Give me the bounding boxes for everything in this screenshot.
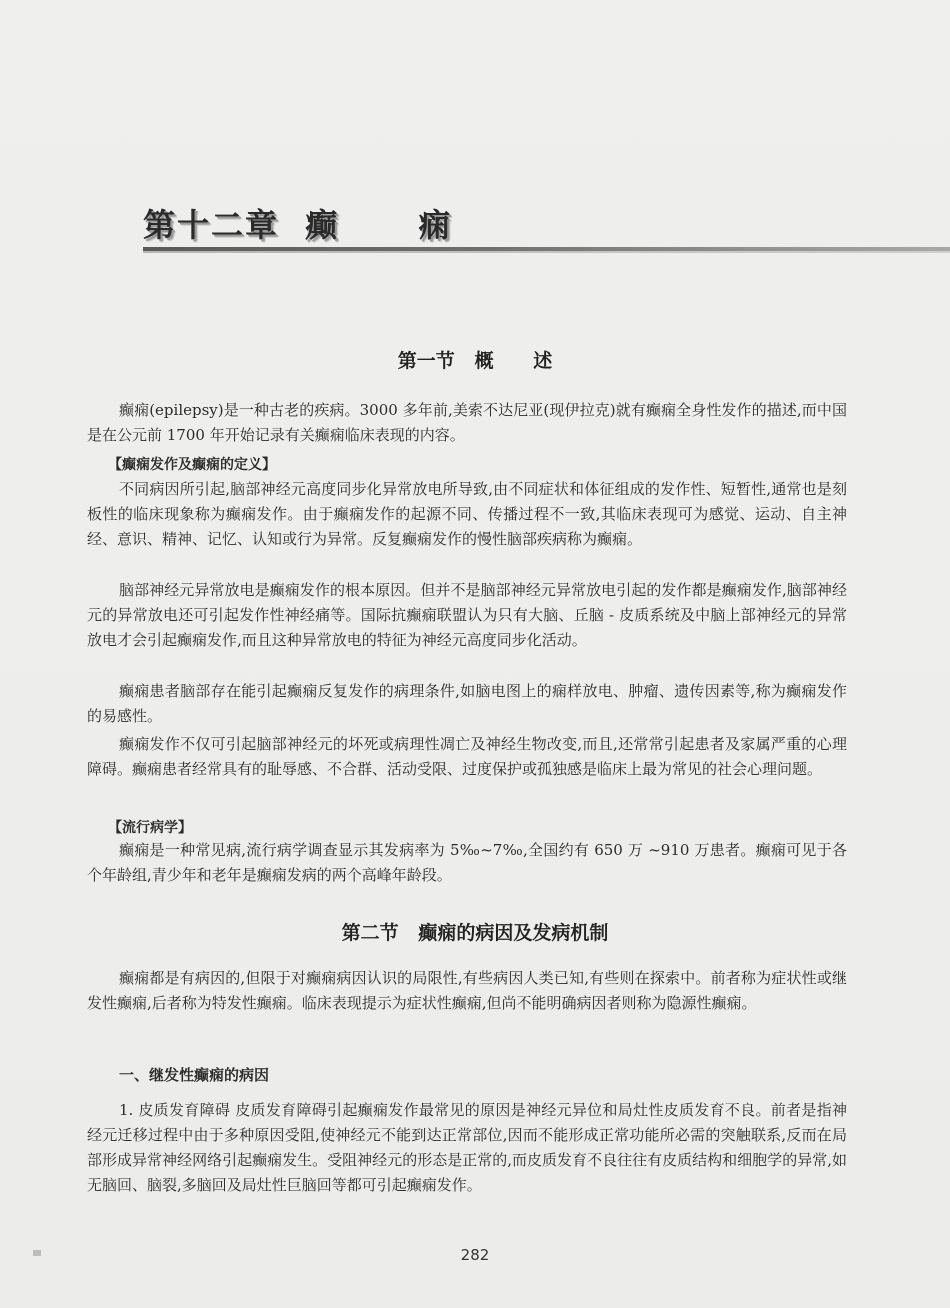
section1-intro-paragraph: 癫痫(epilepsy)是一种古老的疾病。3000 多年前,美索不达尼亚(现伊拉克)就有癫痫全身性发作的描述,而中国是在公元前 1700 年开始记录有关癫痫临床表现的内容。: [87, 401, 847, 444]
definition-paragraph-4: 癫痫发作不仅可引起脑部神经元的坏死或病理性凋亡及神经生物改变,而且,还常常引起患者及家属严重的心理障碍。癫痫患者经常具有的耻辱感、不合群、活动受限、过度保护或孤独感是临床上最为常见的社会心理问题。: [87, 735, 847, 778]
secondary-epilepsy-heading: 一、继发性癫痫的病因: [119, 1066, 270, 1084]
definition-paragraph-1: 不同病因所引起,脑部神经元高度同步化异常放电所导致,由不同症状和体征组成的发作性、短暂性,通常也是刻板性的临床现象称为癫痫发作。由于癫痫发作的起源不同、传播过程不一致,其临床表现可为感觉、运动、自主神经、意识、精神、记忆、认知或行为异常。反复癫痫发作的慢性脑部疾病称为癫痫。: [87, 480, 847, 548]
chapter-underline-shadow: [143, 251, 950, 253]
definition-paragraph-3: 癫痫患者脑部存在能引起癫痫反复发作的病理条件,如脑电图上的痫样放电、肿瘤、遗传因素等,称为癫痫发作的易感性。: [87, 682, 847, 725]
section1-title: 第一节 概 述: [397, 350, 553, 372]
page-number: 282: [460, 1246, 490, 1264]
epidemiology-heading: 【流行病学】: [108, 820, 192, 836]
definition-paragraph-2: 脑部神经元异常放电是癫痫发作的根本原因。但并不是脑部神经元异常放电引起的发作都是癫痫发作,脑部神经元的异常放电还可引起发作性神经痛等。国际抗癫痫联盟认为只有大脑、丘脑 - 皮质系统及中脑上部神经元的异常放电才会引起癫痫发作,而且这种异常放电的特征为神经元高度同步化活动。: [87, 581, 847, 649]
definition-heading: 【癫痫发作及癫痫的定义】: [108, 457, 276, 473]
section2-intro-paragraph: 癫痫都是有病因的,但限于对癫痫病因认识的局限性,有些病因人类已知,有些则在探索中。前者称为症状性或继发性癫痫,后者称为特发性癫痫。临床表现提示为症状性癫痫,但尚不能明确病因者则称为隐源性癫痫。: [87, 969, 847, 1012]
section2-title: 第二节 癫痫的病因及发病机制: [341, 922, 609, 944]
epidemiology-paragraph: 癫痫是一种常见病,流行病学调查显示其发病率为 5‰~7‰,全国约有 650 万 ~910 万患者。癫痫可见于各个年龄组,青少年和老年是癫痫发病的两个高峰年龄段。: [87, 841, 847, 884]
chapter-title: 第十二章 癫 痫: [143, 206, 453, 244]
cortical-dysplasia-paragraph: 1. 皮质发育障碍 皮质发育障碍引起癫痫发作最常见的原因是神经元异位和局灶性皮质发育不良。前者是指神经元迁移过程中由于多种原因受阻,使神经元不能到达正常部位,因而不能形成正常功能所必需的突触联系,反而在局部形成异常神经网络引起癫痫发生。受阻神经元的形态是正常的,而皮质发育不良往往有皮质结构和细胞学的异常,如无脑回、脑裂,多脑回及局灶性巨脑回等都可引起癫痫发作。: [87, 1101, 847, 1194]
